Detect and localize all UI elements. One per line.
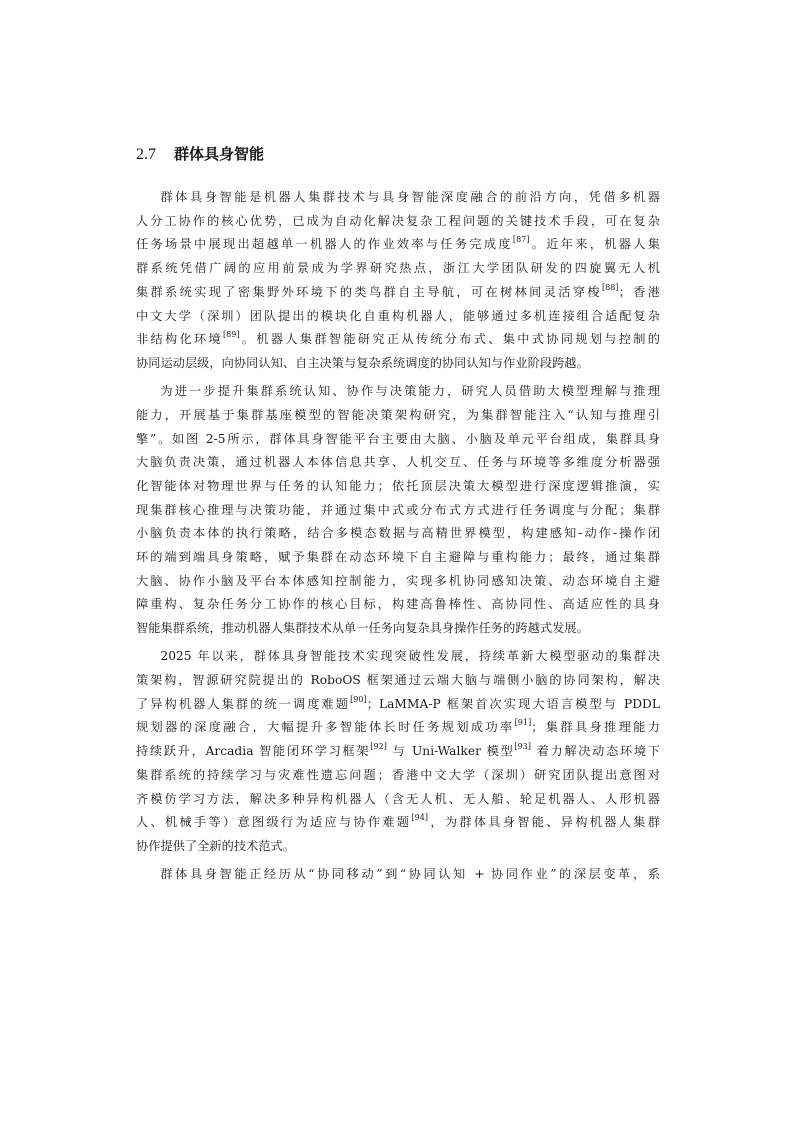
text-line bbox=[136, 257, 660, 281]
text-line bbox=[136, 186, 660, 210]
text-line bbox=[136, 788, 660, 812]
text-line bbox=[136, 740, 660, 764]
text-run: 小脑负责本体的执行策略，结合多模态数据与高精世界模型，构建感知-动作-操作闭 bbox=[136, 526, 660, 541]
section-number: 2.7 bbox=[136, 146, 156, 163]
text-run: 协作提供了全新的技术范式。 bbox=[136, 838, 296, 853]
text-line bbox=[136, 233, 660, 257]
citation-ref: [88] bbox=[602, 282, 619, 292]
text-line bbox=[136, 764, 660, 788]
text-line bbox=[136, 451, 660, 475]
text-run: 集群系统的持续学习与灾难性遗忘问题；香港中文大学（深圳）研究团队提出意图对 bbox=[136, 767, 660, 782]
citation-ref: [87] bbox=[512, 235, 530, 245]
text-run: 任务场景中展现出超越单一机器人的作业效率与任务完成度 bbox=[136, 237, 513, 252]
text-run: 策架构，智源研究院提出的 RoboOS 框架通过云端大脑与端侧小脑的协同架构，解决 bbox=[136, 673, 660, 688]
text-run: 能力，开展基于集群基座模型的智能决策架构研究，为集群智能注入“认知与推理引 bbox=[136, 407, 660, 422]
text-run: 群体具身智能是机器人集群技术与具身智能深度融合的前沿方向，凭借多机器 bbox=[160, 190, 660, 204]
paragraph bbox=[136, 186, 660, 376]
text-run: 群体具身智能正经历从“协同移动”到“协同认知 + 协同作业”的深层变革，系 bbox=[160, 867, 660, 882]
text-run: 。机器人集群智能研究正从传统分布式、集中式协同规划与控制的 bbox=[239, 332, 660, 347]
text-run: 人、机械手等）意图级行为适应与协作难题 bbox=[136, 815, 412, 830]
text-run: 环的端到端具身策略，赋予集群在动态环境下自主避障与重构能力；最终，通过集群 bbox=[136, 550, 660, 565]
text-line bbox=[136, 716, 660, 740]
text-run: 大脑、协作小脑及平台本体感知控制能力，实现多机协同感知决策、动态环境自主避 bbox=[136, 573, 660, 588]
text-line bbox=[136, 522, 660, 546]
text-run: 现集群核心推理与决策功能，并通过集中式或分布式方式进行任务调度与分配；集群 bbox=[136, 502, 660, 517]
text-line bbox=[136, 863, 660, 887]
paragraph bbox=[136, 863, 660, 887]
paragraph bbox=[136, 380, 660, 641]
text-run: ，为群体具身智能、异构机器人集群 bbox=[428, 815, 660, 830]
text-run: 中文大学（深圳）团队提出的模块化自重构机器人，能够通过多机连接组合适配复杂 bbox=[136, 308, 660, 323]
text-line bbox=[136, 475, 660, 499]
text-line bbox=[136, 210, 660, 234]
text-run: 与 Uni-Walker 模型 bbox=[386, 744, 515, 759]
citation-ref: [90] bbox=[350, 694, 367, 704]
text-line bbox=[136, 380, 660, 404]
document-page bbox=[136, 143, 660, 891]
text-run: 大脑负责决策，通过机器人本体信息共享、人机交互、任务与环境等多维度分析器强 bbox=[136, 455, 660, 470]
text-line bbox=[136, 693, 660, 717]
text-run: 持续跃升，Arcadia 智能闭环学习框架 bbox=[136, 744, 371, 759]
text-run: ；香港 bbox=[618, 284, 660, 299]
text-line bbox=[136, 811, 660, 835]
section-heading bbox=[136, 143, 660, 166]
body-text bbox=[136, 186, 660, 887]
text-run: 齐模仿学习方法，解决多种异构机器人（含无人机、无人船、轮足机器人、人形机器 bbox=[136, 791, 660, 806]
text-run: 协同运动层级，向协同认知、自主决策与复杂系统调度的协同认知与作业阶段跨越。 bbox=[136, 355, 589, 370]
text-line bbox=[136, 499, 660, 523]
text-run: ；集群具身推理能力 bbox=[531, 720, 660, 735]
text-line bbox=[136, 669, 660, 693]
citation-ref: [92] bbox=[370, 742, 387, 752]
text-line bbox=[136, 404, 660, 428]
text-run: 擎”。如图 2-5所示，群体具身智能平台主要由大脑、小脑及单元平台组成，集群具身 bbox=[136, 431, 660, 446]
text-run: 智能集群系统，推动机器人集群技术从单一任务向复杂具身操作任务的跨越式发展。 bbox=[136, 621, 589, 636]
paragraph bbox=[136, 645, 660, 858]
citation-ref: [94] bbox=[411, 813, 429, 823]
text-line bbox=[136, 835, 660, 859]
text-run: 着力解决动态环境下 bbox=[531, 744, 660, 759]
text-line bbox=[136, 305, 660, 329]
text-run: 非结构化环境 bbox=[136, 332, 223, 347]
text-line bbox=[136, 428, 660, 452]
text-run: 规划器的深度融合，大幅提升多智能体长时任务规划成功率 bbox=[136, 720, 515, 735]
text-run: 。近年来，机器人集 bbox=[529, 237, 660, 252]
text-line bbox=[136, 328, 660, 352]
text-run: 人分工协作的核心优势，已成为自动化解决复杂工程问题的关键技术手段，可在复杂 bbox=[136, 213, 660, 228]
text-line bbox=[136, 281, 660, 305]
text-line bbox=[136, 593, 660, 617]
text-run: 化智能体对物理世界与任务的认知能力；依托顶层决策大模型进行深度逻辑推演，实 bbox=[136, 478, 660, 493]
text-run: 集群系统实现了密集野外环境下的类鸟群自主导航，可在树林间灵活穿梭 bbox=[136, 284, 602, 299]
text-line bbox=[136, 645, 660, 669]
text-line bbox=[136, 352, 660, 376]
text-run: 2025 年以来，群体具身智能技术实现突破性发展，持续革新大模型驱动的集群决 bbox=[160, 649, 660, 664]
text-run: 群系统凭借广阔的应用前景成为学界研究热点，浙江大学团队研发的四旋翼无人机 bbox=[136, 261, 660, 276]
citation-ref: [91] bbox=[514, 718, 532, 728]
text-line bbox=[136, 570, 660, 594]
text-line bbox=[136, 546, 660, 570]
text-run: 障重构、复杂任务分工协作的核心目标，构建高鲁棒性、高协同性、高适应性的具身 bbox=[136, 597, 660, 612]
text-line bbox=[136, 617, 660, 641]
citation-ref: [93] bbox=[514, 742, 531, 752]
text-run: 了异构机器人集群的统一调度难题 bbox=[136, 696, 351, 711]
section-title: 群体具身智能 bbox=[174, 145, 265, 163]
text-run: 为进一步提升集群系统认知、协作与决策能力，研究人员借助大模型理解与推理 bbox=[160, 384, 660, 399]
text-run: ；LaMMA-P 框架首次实现大语言模型与 PDDL bbox=[366, 696, 660, 711]
citation-ref: [89] bbox=[222, 330, 240, 340]
